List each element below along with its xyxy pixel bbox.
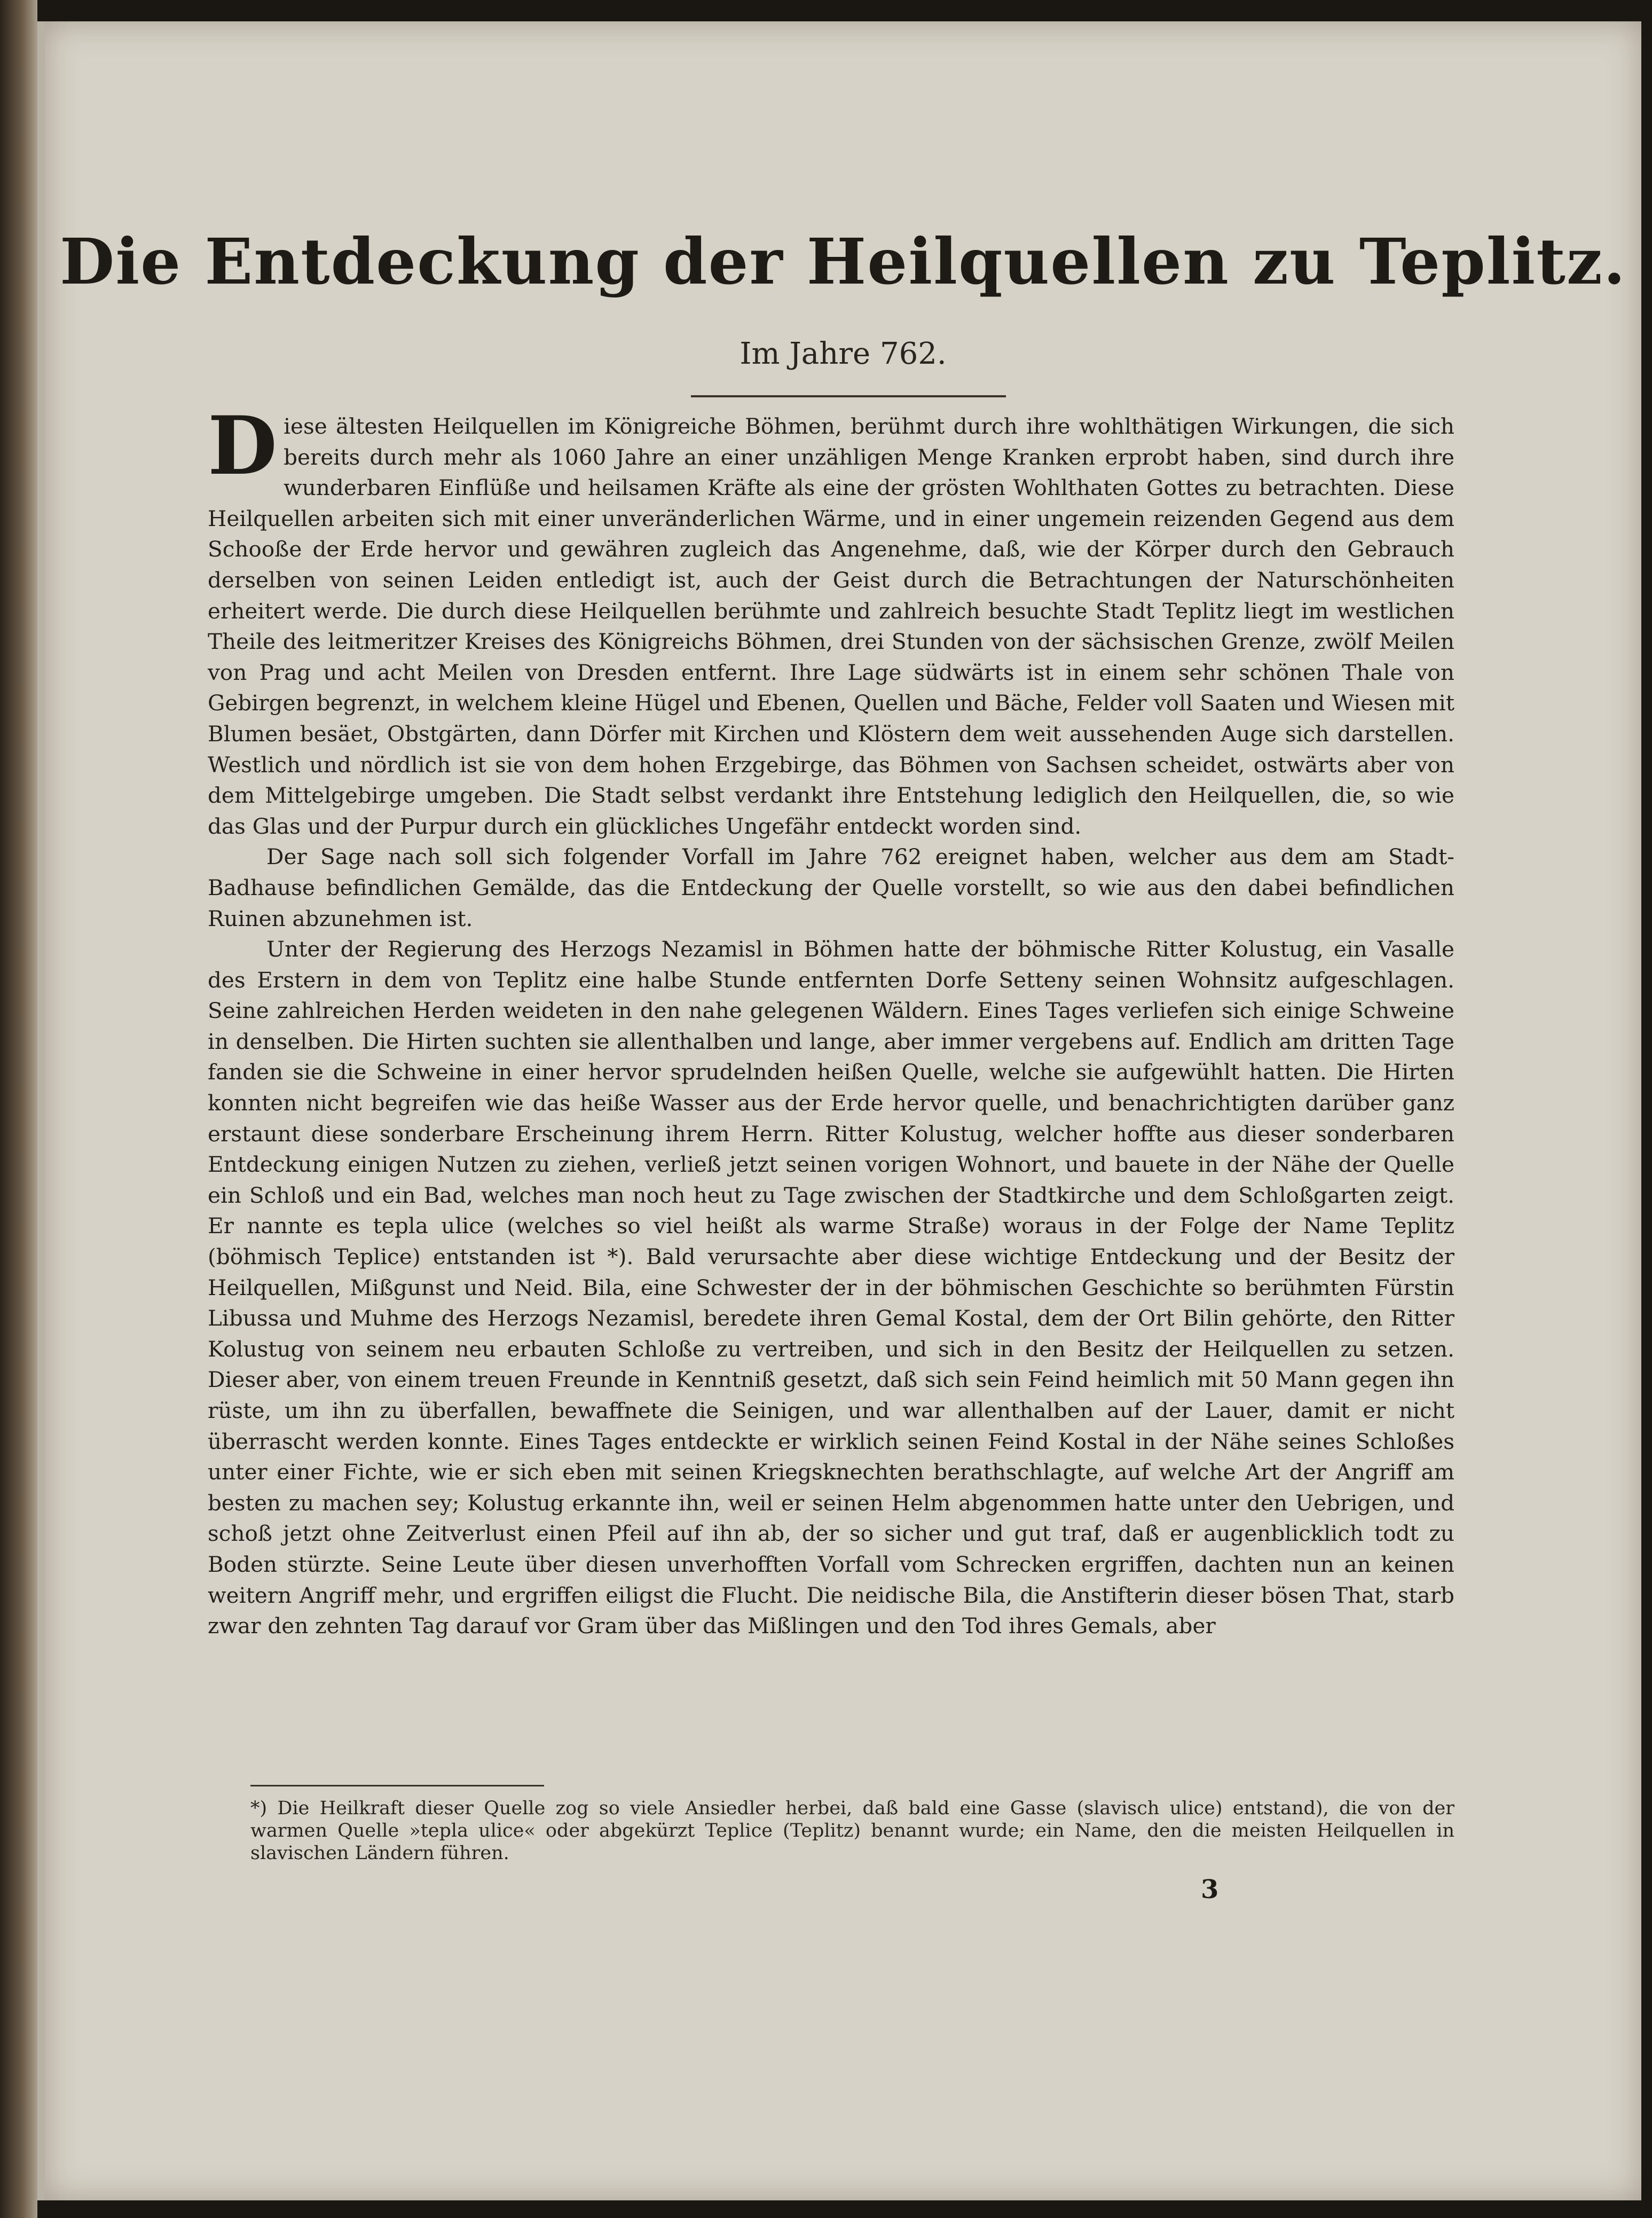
body-text [208, 399, 1454, 1642]
drop-cap: D [208, 399, 278, 493]
paragraph-text: iese ältesten Heilquellen im Königreiche Böhmen, berühmt durch ihre wohlthätigen Wirkungen, die sich bereits durch mehr als 1060 Jahre an einer unzähligen Menge Kranken erprobt haben, sind durch ihre wunderbaren Einflüße und heilsamen Kräfte als eine der grösten Wohlthaten Gottes zu betrachten. Diese Heilquellen arbeiten sich mit einer unveränderlichen Wärme, und in einer ungemein reizenden Gegend aus dem Schooße der Erde hervor und gewähren zugleich das Angenehme, daß, wie der Körper durch den Gebrauch derselben von seinen Leiden entledigt ist, auch der Geist durch die Betrachtungen der Naturschönheiten erheitert werde. Die durch diese Heilquellen berühmte und zahlreich besuchte Stadt Teplitz liegt im westlichen Theile des leitmeritzer Kreises des Königreichs Böhmen, drei Stunden von der sächsischen Grenze, zwölf Meilen von Prag und acht Meilen von Dresden entfernt. Ihre Lage südwärts ist in einem sehr schönen Thale von Gebirgen begrenzt, in welchem kleine Hügel und Ebenen, Quellen und Bäche, Felder voll Saaten und Wiesen mit Blumen besäet, Obstgärten, dann Dörfer mit Kirchen und Klöstern dem weit aussehenden Auge sich darstellen. Westlich und nördlich ist sie von dem hohen Erzgebirge, das Böhmen von Sachsen scheidet, ostwärts aber von dem Mittelgebirge umgeben. Die Stadt selbst verdankt ihre Entstehung lediglich den Heilquellen, die, so wie das Glas und der Purpur durch ein glückliches Ungefähr entdeckt worden sind. [208, 413, 1454, 839]
page-title: Die Entdeckung der Heilquellen zu Teplitz. [60, 224, 1626, 299]
paragraph: Der Sage nach soll sich folgender Vorfall im Jahre 762 ereignet haben, welcher aus dem am Stadt-Badhause befindlichen Gemälde, das die Entdeckung der Quelle vorstellt, so wie aus den dabei befindlichen Ruinen abzunehmen ist. [208, 844, 1454, 931]
page-subtitle: Im Jahre 762. [740, 336, 947, 371]
book-page [37, 21, 1641, 2200]
paragraph [208, 399, 1454, 842]
footnote: *) Die Heilkraft dieser Quelle zog so viele Ansiedler herbei, daß bald eine Gasse (slavisch ulice) entstand), die von der warmen Quelle »tepla ulice« oder abgekürzt Teplice (Teplitz) benannt wurde; ein Name, den die meisten Heilquellen in slavischen Ländern führen. [250, 1798, 1454, 1864]
page-number: 3 [1201, 1875, 1219, 1904]
footnote-divider [250, 1785, 544, 1786]
book-spine-edge [0, 0, 37, 2218]
title-divider [691, 395, 1006, 397]
paragraph: Unter der Regierung des Herzogs Nezamisl in Böhmen hatte der böhmische Ritter Kolustug, ein Vasalle des Erstern in dem von Teplitz eine halbe Stunde entfernten Dorfe Setteny seinen Wohnsitz aufgeschlagen. Seine zahlreichen Herden weideten in den nahe gelegenen Wäldern. Eines Tages verliefen sich einige Schweine in denselben. Die Hirten suchten sie allenthalben und lange, aber immer vergebens auf. Endlich am dritten Tage fanden sie die Schweine in einer hervor sprudelnden heißen Quelle, welche sie aufgewühlt hatten. Die Hirten konnten nicht begreifen wie das heiße Wasser aus der Erde hervor quelle, und benachrichtigten darüber ganz erstaunt diese sonderbare Erscheinung ihrem Herrn. Ritter Kolustug, welcher hoffte aus dieser sonderbaren Entdeckung einigen Nutzen zu ziehen, verließ jetzt seinen vorigen Wohnort, und bauete in der Nähe der Quelle ein Schloß und ein Bad, welches man noch heut zu Tage zwischen der Stadtkirche und dem Schloßgarten zeigt. Er nannte es tepla ulice (welches so viel heißt als warme Straße) woraus in der Folge der Name Teplitz (böhmisch Teplice) entstanden ist *). Bald verursachte aber diese wichtige Entdeckung und der Besitz der Heilquellen, Mißgunst und Neid. Bila, eine Schwester der in der böhmischen Geschichte so berühmten Fürstin Libussa und Muhme des Herzogs Nezamisl, beredete ihren Gemal Kostal, dem der Ort Bilin gehörte, den Ritter Kolustug von seinem neu erbauten Schloße zu vertreiben, und sich in den Besitz der Heilquellen zu setzen. Dieser aber, von einem treuen Freunde in Kenntniß gesetzt, daß sich sein Feind heimlich mit 50 Mann gegen ihn rüste, um ihn zu überfallen, bewaffnete die Seinigen, und war allenthalben auf der Lauer, damit er nicht überrascht werden konnte. Eines Tages entdeckte er wirklich seinen Feind Kostal in der Nähe seines Schloßes unter einer Fichte, wie er sich eben mit seinen Kriegsknechten berathschlagte, auf welche Art der Angriff am besten zu machen sey; Kolustug erkannte ihn, weil er seinen Helm abgenommen hatte unter den Uebrigen, und schoß jetzt ohne Zeitverlust einen Pfeil auf ihn ab, der so sicher und gut traf, daß er augenblicklich todt zu Boden stürzte. Seine Leute über diesen unverhofften Vorfall vom Schrecken ergriffen, dachten nun an keinen weitern Angriff mehr, und ergriffen eiligst die Flucht. Die neidische Bila, die Anstifterin dieser bösen That, starb zwar den zehnten Tag darauf vor Gram über das Mißlingen und den Tod ihres Gemals, aber [208, 936, 1454, 1639]
